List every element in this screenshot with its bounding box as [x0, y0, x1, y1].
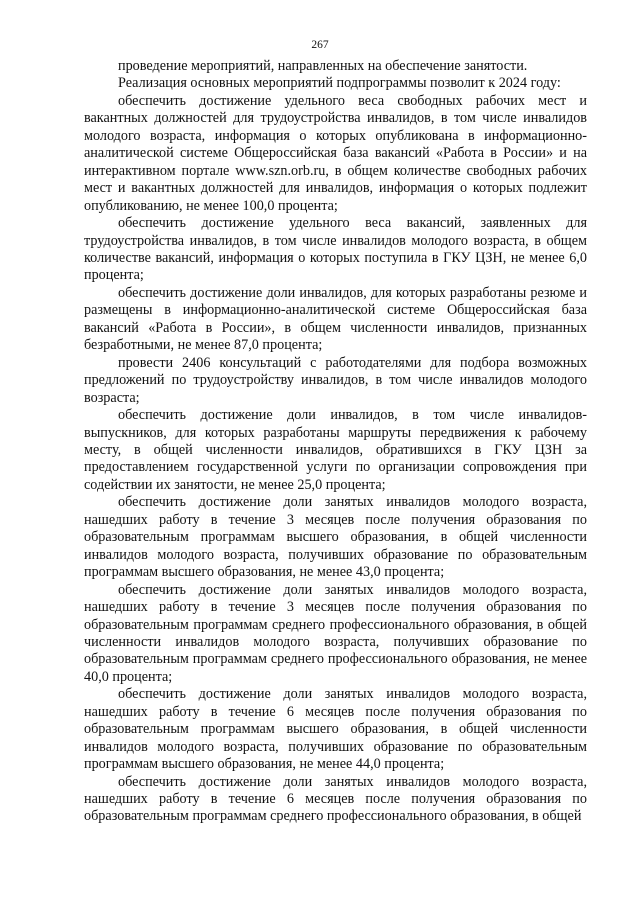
- paragraph: проведение мероприятий, направленных на обеспечение занятости.: [118, 58, 528, 74]
- paragraph: обеспечить достижение доли занятых инвалидов молодого возраста, нашедших работу в течение 3 месяцев после получения образования по образовательным программам среднего профессионального образования, в общей численности инвалидов молодого возраста, получивших образование по образовательным программам среднего профессионального образования, не менее 40,0 процента;: [84, 581, 587, 685]
- page-number: 267: [311, 39, 329, 51]
- paragraph: обеспечить достижение доли занятых инвалидов молодого возраста, нашедших работу в течение 6 месяцев после получения образования по образовательным программам среднего профессионального образования, в общей: [84, 773, 587, 825]
- paragraph: обеспечить достижение удельного веса свободных рабочих мест и вакантных должностей для трудоустройства инвалидов, в том числе инвалидов молодого возраста, информация о которых опубликована в информационно-аналитической системе Общероссийская база вакансий «Работа в России» и на интерактивном портале www.szn.orb.ru, в общем количестве свободных рабочих мест и вакантных должностей для инвалидов, информация о которых подлежит опубликованию, не менее 100,0 процента;: [84, 92, 587, 214]
- paragraph: обеспечить достижение доли занятых инвалидов молодого возраста, нашедших работу в течение 3 месяцев после получения образования по образовательным программам высшего образования, в общей численности инвалидов молодого возраста, получивших образование по образовательным программам высшего образования, не менее 43,0 процента;: [84, 494, 587, 581]
- paragraph: обеспечить достижение доли занятых инвалидов молодого возраста, нашедших работу в течение 6 месяцев после получения образования по образовательным программам высшего образования, в общей численности инвалидов молодого возраста, получивших образование по образовательным программам высшего образования, не менее 44,0 процента;: [84, 686, 587, 773]
- paragraph: провести 2406 консультаций с работодателями для подбора возможных предложений по трудоустройству инвалидов, в том числе инвалидов молодого возраста;: [84, 354, 587, 406]
- document-body: [84, 58, 587, 826]
- paragraph: обеспечить достижение удельного веса вакансий, заявленных для трудоустройства инвалидов, в том числе инвалидов молодого возраста, в общем количестве вакансий, информация о которых поступила в ГКУ ЦЗН, не менее 6,0 процента;: [84, 215, 587, 284]
- paragraph: обеспечить достижение доли инвалидов, для которых разработаны резюме и размещены в информационно-аналитической системе Общероссийская база вакансий «Работа в России», в общем численности инвалидов, признанных безработными, не менее 87,0 процента;: [84, 284, 587, 354]
- paragraph: обеспечить достижение доли инвалидов, в том числе инвалидов-выпускников, для которых разработаны маршруты передвижения к рабочему месту, в общей численности инвалидов, обратившихся в ГКУ ЦЗН за предоставлением государственной услуги по организации сопровождения при содействии их занятости, не менее 25,0 процента;: [84, 407, 587, 493]
- paragraph: Реализация основных мероприятий подпрограммы позволит к 2024 году:: [118, 75, 561, 92]
